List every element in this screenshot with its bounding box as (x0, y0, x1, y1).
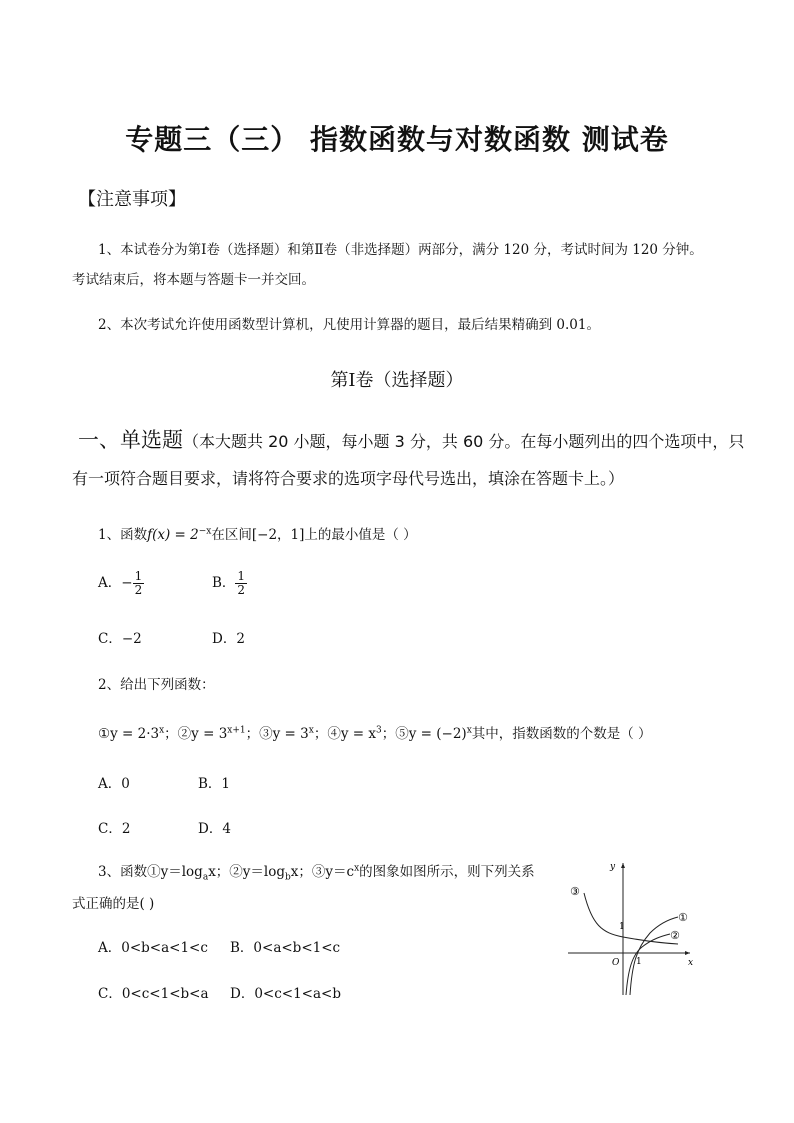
option-b-denominator: 2 (237, 583, 246, 597)
function-2: ；②y = 3 (164, 726, 228, 742)
function-4: ；④y = x (313, 726, 376, 742)
curve-2-label: ② (670, 929, 680, 942)
question-1-suffix: 在区间[−2，1]上的最小值是（ ） (211, 527, 417, 543)
page-title: 专题三（三） 指数函数与对数函数 测试卷 (125, 123, 669, 156)
notice-heading: 【注意事项】 (78, 189, 186, 210)
question-2-stem: 2、给出下列函数： (98, 677, 215, 693)
question-3-option-d: D．0<c<1<a<b (230, 986, 341, 1002)
question-1-option-d: D．2 (212, 631, 245, 647)
question-3-stem-line-1 (98, 860, 535, 883)
y-one-label: 1 (619, 922, 625, 932)
x-label: x (688, 958, 694, 968)
y-axis-arrow (621, 863, 625, 868)
q3-part-4: 的图象如图所示，则下列关系 (359, 864, 535, 880)
question-3-option-a: A．0<b<a<1<c (98, 940, 208, 956)
function-3: ；③y = 3 (245, 726, 309, 742)
origin-label: O (612, 958, 620, 968)
option-a-numerator: 1 (134, 569, 143, 583)
option-a-label: A． (98, 575, 122, 591)
option-b-fraction (235, 570, 247, 597)
q3-sup-x: x (354, 863, 360, 874)
x-axis-arrow (685, 951, 690, 955)
question-1-option-c: C．−2 (98, 631, 142, 647)
option-b-numerator: 1 (237, 569, 246, 583)
function-graph (560, 855, 700, 1000)
y-label: y (610, 862, 616, 872)
function-1-exponent: x (159, 725, 165, 736)
part-heading-title: 一、单选题 (78, 428, 183, 452)
section-title: 第Ⅰ卷（选择题） (330, 370, 464, 391)
option-a-denominator: 2 (134, 583, 143, 597)
notice-item-1-line-1: 1、本试卷分为第Ⅰ卷（选择题）和第Ⅱ卷（非选择题）两部分，满分 120 分，考试时间为 120 分钟。 (98, 242, 703, 258)
question-1-exponent: −x (198, 526, 212, 537)
function-4-exponent: 3 (375, 725, 382, 736)
question-1-function: f(x) = 2 (147, 527, 199, 543)
question-1-option-a (98, 570, 144, 597)
question-3-option-c: C．0<c<1<b<a (98, 986, 209, 1002)
curve-3 (584, 893, 678, 944)
question-3-option-b: B．0<a<b<1<c (230, 940, 341, 956)
part-instruction-line-2: 有一项符合题目要求，请将符合要求的选项字母代号选出，填涂在答题卡上。） (72, 469, 625, 488)
q3-sub-a: a (202, 872, 209, 883)
notice-item-1-line-2: 考试结束后，将本题与答题卡一并交回。 (72, 272, 315, 288)
q3-part-3: x；③y＝c (290, 864, 355, 880)
function-5-exponent: x (466, 725, 472, 736)
function-2-exponent: x+1 (227, 725, 246, 736)
question-2-option-c: C．2 (98, 821, 131, 837)
x-one-label: 1 (636, 957, 642, 967)
question-2-option-a: A．0 (98, 776, 130, 792)
question-1-prefix: 1、函数 (98, 527, 148, 543)
option-a-sign: − (121, 575, 133, 591)
curve-3-label: ③ (570, 885, 580, 898)
curve-1-label: ① (678, 911, 688, 924)
q3-part-2: x；②y＝log (208, 864, 286, 880)
function-3-exponent: x (308, 725, 314, 736)
question-2-functions (98, 722, 652, 742)
question-2-option-d: D．4 (198, 821, 231, 837)
function-5: ；⑤y = (−2) (381, 726, 467, 742)
question-2-option-b: B．1 (198, 776, 231, 792)
function-1: ①y = 2·3 (98, 726, 160, 742)
part-heading (78, 424, 744, 454)
q3-sub-b: b (285, 872, 291, 883)
option-b-label: B． (212, 575, 236, 591)
notice-item-2: 2、本次考试允许使用函数型计算机，凡使用计算器的题目，最后结果精确到 0.01。 (98, 317, 600, 333)
question-3-stem-line-2: 式正确的是( ) (72, 896, 155, 912)
question-2-tail: 其中，指数函数的个数是（ ） (471, 726, 652, 742)
question-1-stem (98, 523, 417, 543)
part-instruction-line-1: （本大题共 20 小题，每小题 3 分，共 60 分。在每小题列出的四个选项中，只 (183, 432, 745, 451)
question-1-option-b (212, 570, 247, 597)
option-a-fraction (133, 570, 145, 597)
q3-part-1: 3、函数①y＝log (98, 864, 203, 880)
